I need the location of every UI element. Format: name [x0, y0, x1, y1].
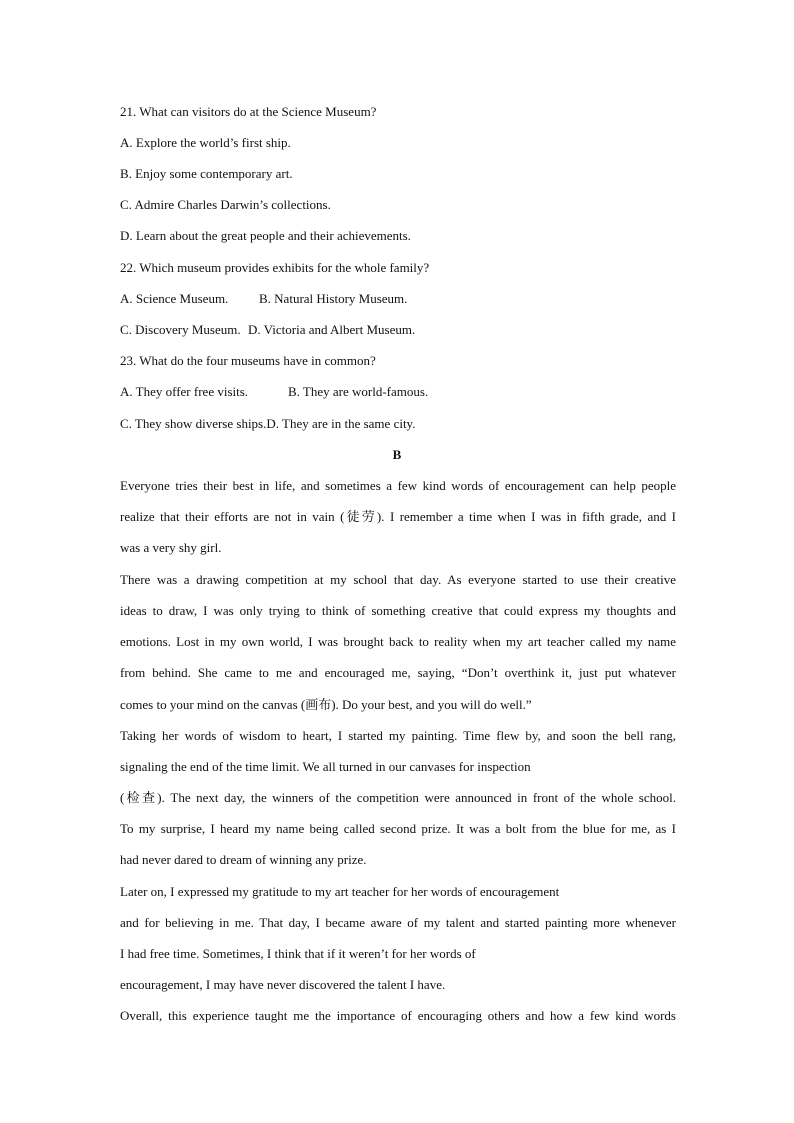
question-22-option-d: D. Victoria and Albert Museum.: [248, 322, 416, 337]
passage-line: Taking her words of wisdom to heart, I started my painting. Time flew by, and soon the bell rang,: [120, 728, 676, 743]
passage-line: To my surprise, I heard my name being called second prize. It was a bolt from the blue for me, as I: [120, 821, 676, 836]
passage-line: from behind. She came to me and encouraged me, saying, “Don’t overthink it, just put whatever: [120, 665, 676, 680]
passage-line: Everyone tries their best in life, and sometimes a few kind words of encouragement can help people: [120, 478, 676, 493]
question-22-option-c: C. Discovery Museum.: [120, 322, 241, 337]
question-21-option-b: B. Enjoy some contemporary art.: [120, 166, 293, 181]
question-23-option-b: B. They are world-famous.: [288, 384, 429, 399]
question-23-option-d: D. They are in the same city.: [266, 416, 416, 431]
question-22-options-row-2: [120, 322, 676, 338]
passage-line: Overall, this experience taught me the importance of encouraging others and how a few kind words: [120, 1008, 676, 1023]
question-21-option-c: C. Admire Charles Darwin’s collections.: [120, 197, 331, 212]
question-23-option-c: C. They show diverse ships.: [120, 416, 267, 431]
question-23-options-row-2: [120, 416, 676, 432]
passage-line: was a very shy girl.: [120, 540, 222, 555]
passage-line: Later on, I expressed my gratitude to my art teacher for her words of encouragement: [120, 884, 560, 899]
question-21-stem: 21. What can visitors do at the Science Museum?: [120, 104, 377, 119]
passage-line: encouragement, I may have never discovered the talent I have.: [120, 977, 446, 992]
question-22-stem: 22. Which museum provides exhibits for the whole family?: [120, 260, 430, 275]
passage-line: (检查). The next day, the winners of the competition were announced in front of the whole school.: [120, 790, 676, 805]
passage-line: I had free time. Sometimes, I think that if it weren’t for her words of: [120, 946, 476, 961]
passage-line: ideas to draw, I was only trying to think of something creative that could express my thoughts and: [120, 603, 676, 618]
question-23-stem: 23. What do the four museums have in common?: [120, 353, 376, 368]
question-21-option-a: A. Explore the world’s first ship.: [120, 135, 291, 150]
section-heading: B: [392, 447, 402, 462]
passage-line: had never dared to dream of winning any prize.: [120, 852, 367, 867]
question-21-option-d: D. Learn about the great people and their achievements.: [120, 228, 411, 243]
passage-line: emotions. Lost in my own world, I was brought back to reality when my art teacher called my name: [120, 634, 676, 649]
passage-line: comes to your mind on the canvas (画布). Do your best, and you will do well.”: [120, 697, 532, 712]
passage-line: There was a drawing competition at my school that day. As everyone started to use their creative: [120, 572, 676, 587]
question-23-options-row-1: [120, 384, 676, 400]
passage-line: and for believing in me. That day, I became aware of my talent and started painting more whenever: [120, 915, 676, 930]
question-23-option-a: A. They offer free visits.: [120, 384, 249, 399]
passage-line: signaling the end of the time limit. We all turned in our canvases for inspection: [120, 759, 531, 774]
question-22-options-row-1: [120, 291, 676, 307]
passage-line: realize that their efforts are not in vain (徒劳). I remember a time when I was in fifth grade, and I: [120, 509, 676, 524]
question-22-option-a: A. Science Museum.: [120, 291, 229, 306]
question-22-option-b: B. Natural History Museum.: [259, 291, 408, 306]
